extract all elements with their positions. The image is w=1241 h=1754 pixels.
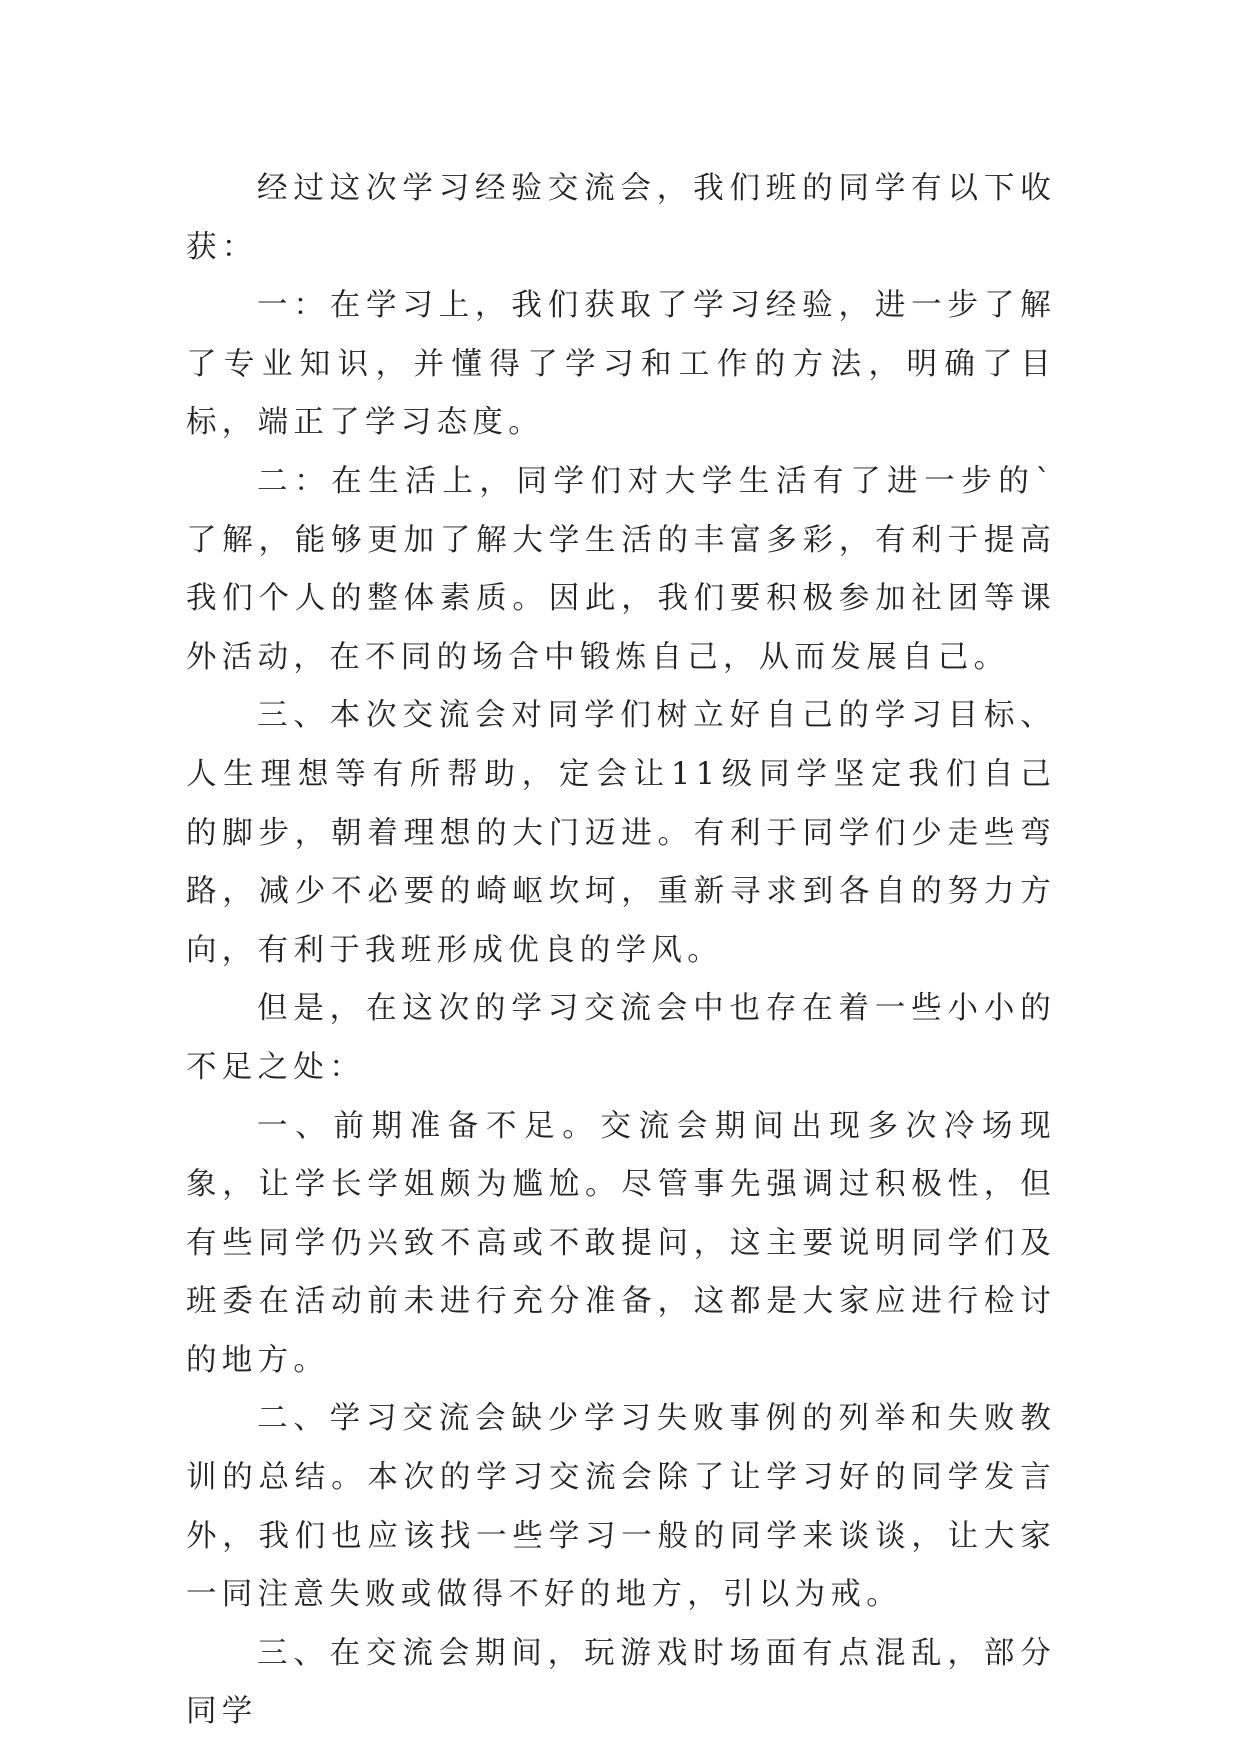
document-body <box>186 160 1056 1742</box>
paragraph-shortcoming-games: 三、在交流会期间，玩游戏时场面有点混乱，部分同学 <box>186 1635 1056 1730</box>
paragraph-shortcoming-failure-cases: 二、学习交流会缺少学习失败事例的列举和失败教训的总结。本次的学习交流会除了让学习好的同学发言外，我们也应该找一些学习一般的同学来谈谈，让大家一同注意失败或做得不好的地方，引以为戒。 <box>186 1401 1056 1613</box>
paragraph-gain-study: 一：在学习上，我们获取了学习经验，进一步了解了专业知识，并懂得了学习和工作的方法，明确了目标，端正了学习态度。 <box>186 288 1056 441</box>
paragraph-gain-goals: 三、本次交流会对同学们树立好自己的学习目标、人生理想等有所帮助，定会让11级同学坚定我们自己的脚步，朝着理想的大门迈进。有利于同学们少走些弯路，减少不必要的崎岖坎坷，重新寻求到各自的努力方向，有利于我班形成优良的学风。 <box>186 698 1056 968</box>
paragraph-shortcoming-preparation: 一、前期准备不足。交流会期间出现多次冷场现象，让学长学姐颇为尴尬。尽管事先强调过积极性，但有些同学仍兴致不高或不敢提问，这主要说明同学们及班委在活动前未进行充分准备，这都是大家应进行检讨的地方。 <box>186 1108 1056 1378</box>
paragraph-shortcomings-intro: 但是，在这次的学习交流会中也存在着一些小小的不足之处： <box>186 991 1056 1085</box>
paragraph-gain-life: 二：在生活上，同学们对大学生活有了进一步的`了解，能够更加了解大学生活的丰富多彩，有利于提高我们个人的整体素质。因此，我们要积极参加社团等课外活动，在不同的场合中锻炼自己，从而发展自己。 <box>186 463 1056 675</box>
paragraph-intro: 经过这次学习经验交流会，我们班的同学有以下收获： <box>186 171 1056 265</box>
